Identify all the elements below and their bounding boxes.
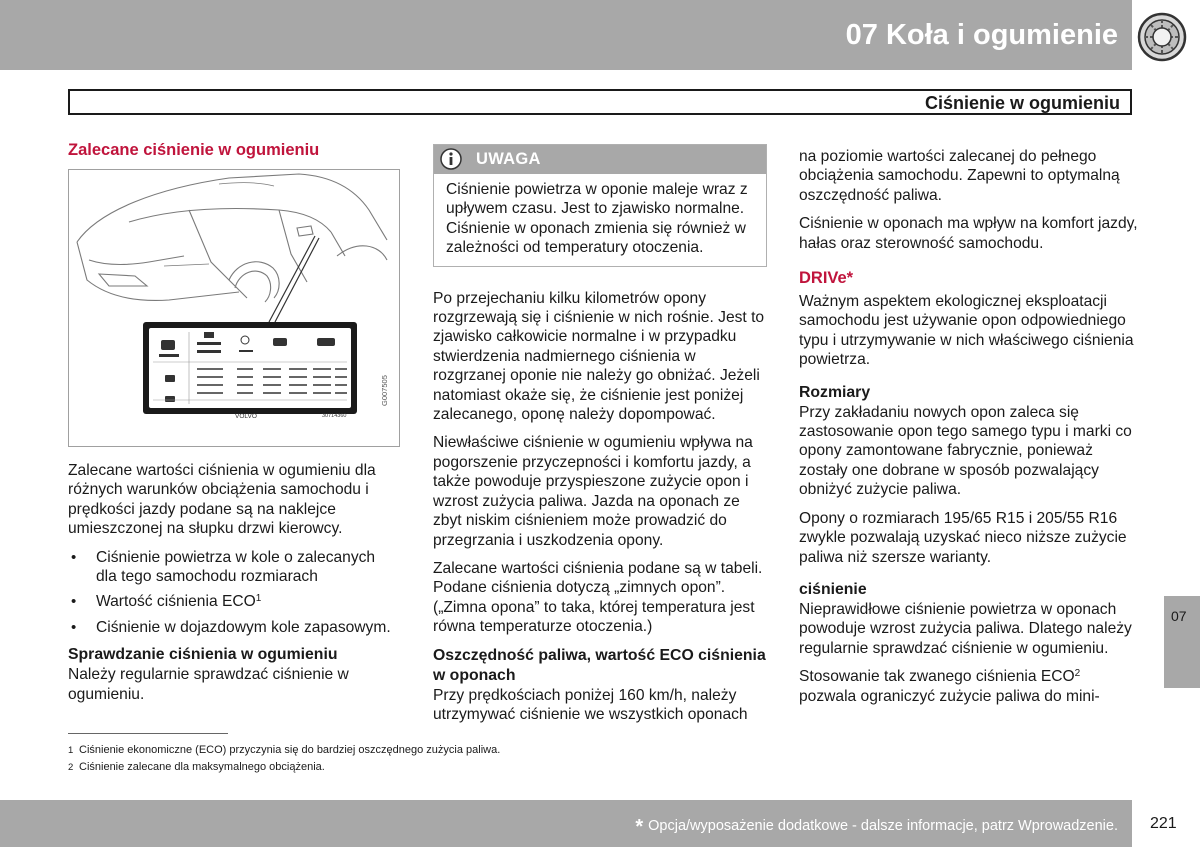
chapter-side-tab [1164, 596, 1200, 688]
tire-icon [1137, 12, 1187, 62]
tire-pressure-label-illustration [68, 169, 400, 447]
list-item: • Wartość ciśnienia ECO$^1$ [68, 592, 400, 611]
heading-recommended-pressure: Zalecane ciśnienie w ogumieniu [68, 141, 320, 159]
column-3 [799, 147, 1139, 706]
note-header [434, 145, 766, 174]
sticker-code-text: 30714360 [322, 413, 347, 419]
footer-note: * Opcja/wyposażenie dodatkowe - dalsze informacje, patrz Wprowadzenie. [635, 816, 1118, 838]
asterisk: * [635, 816, 644, 838]
paragraph-speed-limit: Przy prędkościach poniżej 160 km/h, należy utrzymywać ciśnienie we wszystkich oponach [433, 686, 748, 723]
paragraph-incorrect-pressure: Niewłaściwe ciśnienie w ogumieniu wpływa na pogorszenie przyczepności i komfortu jazdy, a także powoduje przyspieszone zużycie opon i wzrost zużycia paliwa. Jazda na oponach ze zbyt niskim ciśnieniem może prowadzić do przegrzania i uszkodzenia opony. [433, 434, 753, 549]
footnote: 1 Ciśnienie ekonomiczne (ECO) przyczynia się do bardziej oszczędnego zużycia paliwa. [68, 744, 501, 756]
list-item: • Ciśnienie powietrza w kole o zalecanych dla tego samochodu rozmiarach [68, 548, 400, 587]
illustration-code: G007505 [380, 375, 389, 406]
paragraph-new-tires: Przy zakładaniu nowych opon zaleca się zastosowanie opon tego samego typu i marki co opony zamontowane fabrycznie, ponieważ zostały one dobrane w sposób pozwalający obniżyć zużycie paliwa. [799, 403, 1132, 499]
note-title: UWAGA [476, 150, 541, 168]
footnote-ref: 2 [1074, 668, 1081, 680]
note-text: Ciśnienie powietrza w oponie maleje wraz z upływem czasu. Jest to zjawisko normalne. Ciśnienie w oponach zmienia się również w zależności od temperatury otoczenia. [446, 181, 748, 257]
paragraph-eco-pressure: Stosowanie tak zwanego ciśnienia ECO$^2$ pozwala ograniczyć zużycie paliwa do mini- [799, 668, 1100, 705]
heading-fuel-economy: Oszczędność paliwa, wartość ECO ciśnienia w oponach [433, 646, 766, 684]
section-title-box [68, 89, 1132, 115]
note-box [433, 144, 767, 267]
footer-band [0, 800, 1132, 847]
column-1 [68, 140, 400, 704]
heading-pressure: ciśnienie [799, 580, 867, 598]
side-tab-label: 07 [1171, 608, 1187, 624]
paragraph-full-load: na poziomie wartości zalecanej do pełnego obciążenia samochodu. Zapewni to optymalną oszczędność paliwa. [799, 148, 1120, 204]
paragraph-ecological: Ważnym aspektem ekologicznej eksploatacji samochodu jest używanie opon odpowiedniego typu i utrzymywanie w nich właściwego ciśnienia powietrza. [799, 293, 1134, 369]
paragraph-warm-tires: Po przejechaniu kilku kilometrów opony rozgrzewają się i ciśnienie w nich rośnie. Jest to zjawisko całkowicie normalne i w przypadku stwierdzenia nadmiernego ciśnienia w rozgrzanej oponie nie należy go obniżać. Jeżeli natomiast okaże się, że ciśnienie jest poniżej zalecanego, oponę należy dopompować. [433, 289, 765, 424]
paragraph-comfort: Ciśnienie w oponach ma wpływ na komfort jazdy, hałas oraz sterowność samochodu. [799, 215, 1138, 252]
footnotes [68, 742, 500, 776]
column-2 [433, 144, 767, 724]
heading-checking-pressure: Sprawdzanie ciśnienia w ogumieniu [68, 646, 338, 664]
list-item: • Ciśnienie w dojazdowym kole zapasowym. [68, 618, 400, 637]
paragraph-wrong-pressure: Nieprawidłowe ciśnienie powietrza w oponach powoduje wzrost zużycia paliwa. Dlatego należy regularnie sprawdzać ciśnienie w ogumieniu. [799, 600, 1132, 657]
car-and-label-drawing [69, 170, 400, 447]
footnote-divider [68, 733, 228, 734]
pressure-list [68, 548, 400, 638]
heading-sizes: Rozmiary [799, 383, 871, 401]
footnote-ref: 1 [255, 593, 262, 605]
sticker-brand-text: VOLVO [235, 413, 257, 420]
paragraph-recommended-values: Zalecane wartości ciśnienia w ogumieniu dla różnych warunków obciążenia samochodu i prędkości jazdy podane są na naklejce umieszczonej na słupku drzwi kierowcy. [68, 462, 376, 538]
page-number: 221 [1150, 815, 1177, 832]
info-icon [440, 148, 462, 170]
chapter-title: 07 Koła i ogumienie [845, 19, 1118, 51]
heading-drive: DRIVe* [799, 269, 854, 288]
paragraph-checking-pressure: Należy regularnie sprawdzać ciśnienie w ogumieniu. [68, 666, 349, 703]
paragraph-tire-sizes: Opony o rozmiarach 195/65 R15 i 205/55 R16 zwykle pozwalają uzyskać nieco niższe zużycie paliwa niż szersze warianty. [799, 509, 1127, 566]
footnote: 2 Ciśnienie zalecane dla maksymalnego obciążenia. [68, 761, 325, 773]
section-title: Ciśnienie w ogumieniu [924, 93, 1120, 113]
paragraph-cold-tires: Zalecane wartości ciśnienia podane są w tabeli. Podane ciśnienia dotyczą „zimnych opon”. („Zimna opona” to taka, której temperatura jest równa temperaturze otoczenia.) [433, 559, 763, 636]
